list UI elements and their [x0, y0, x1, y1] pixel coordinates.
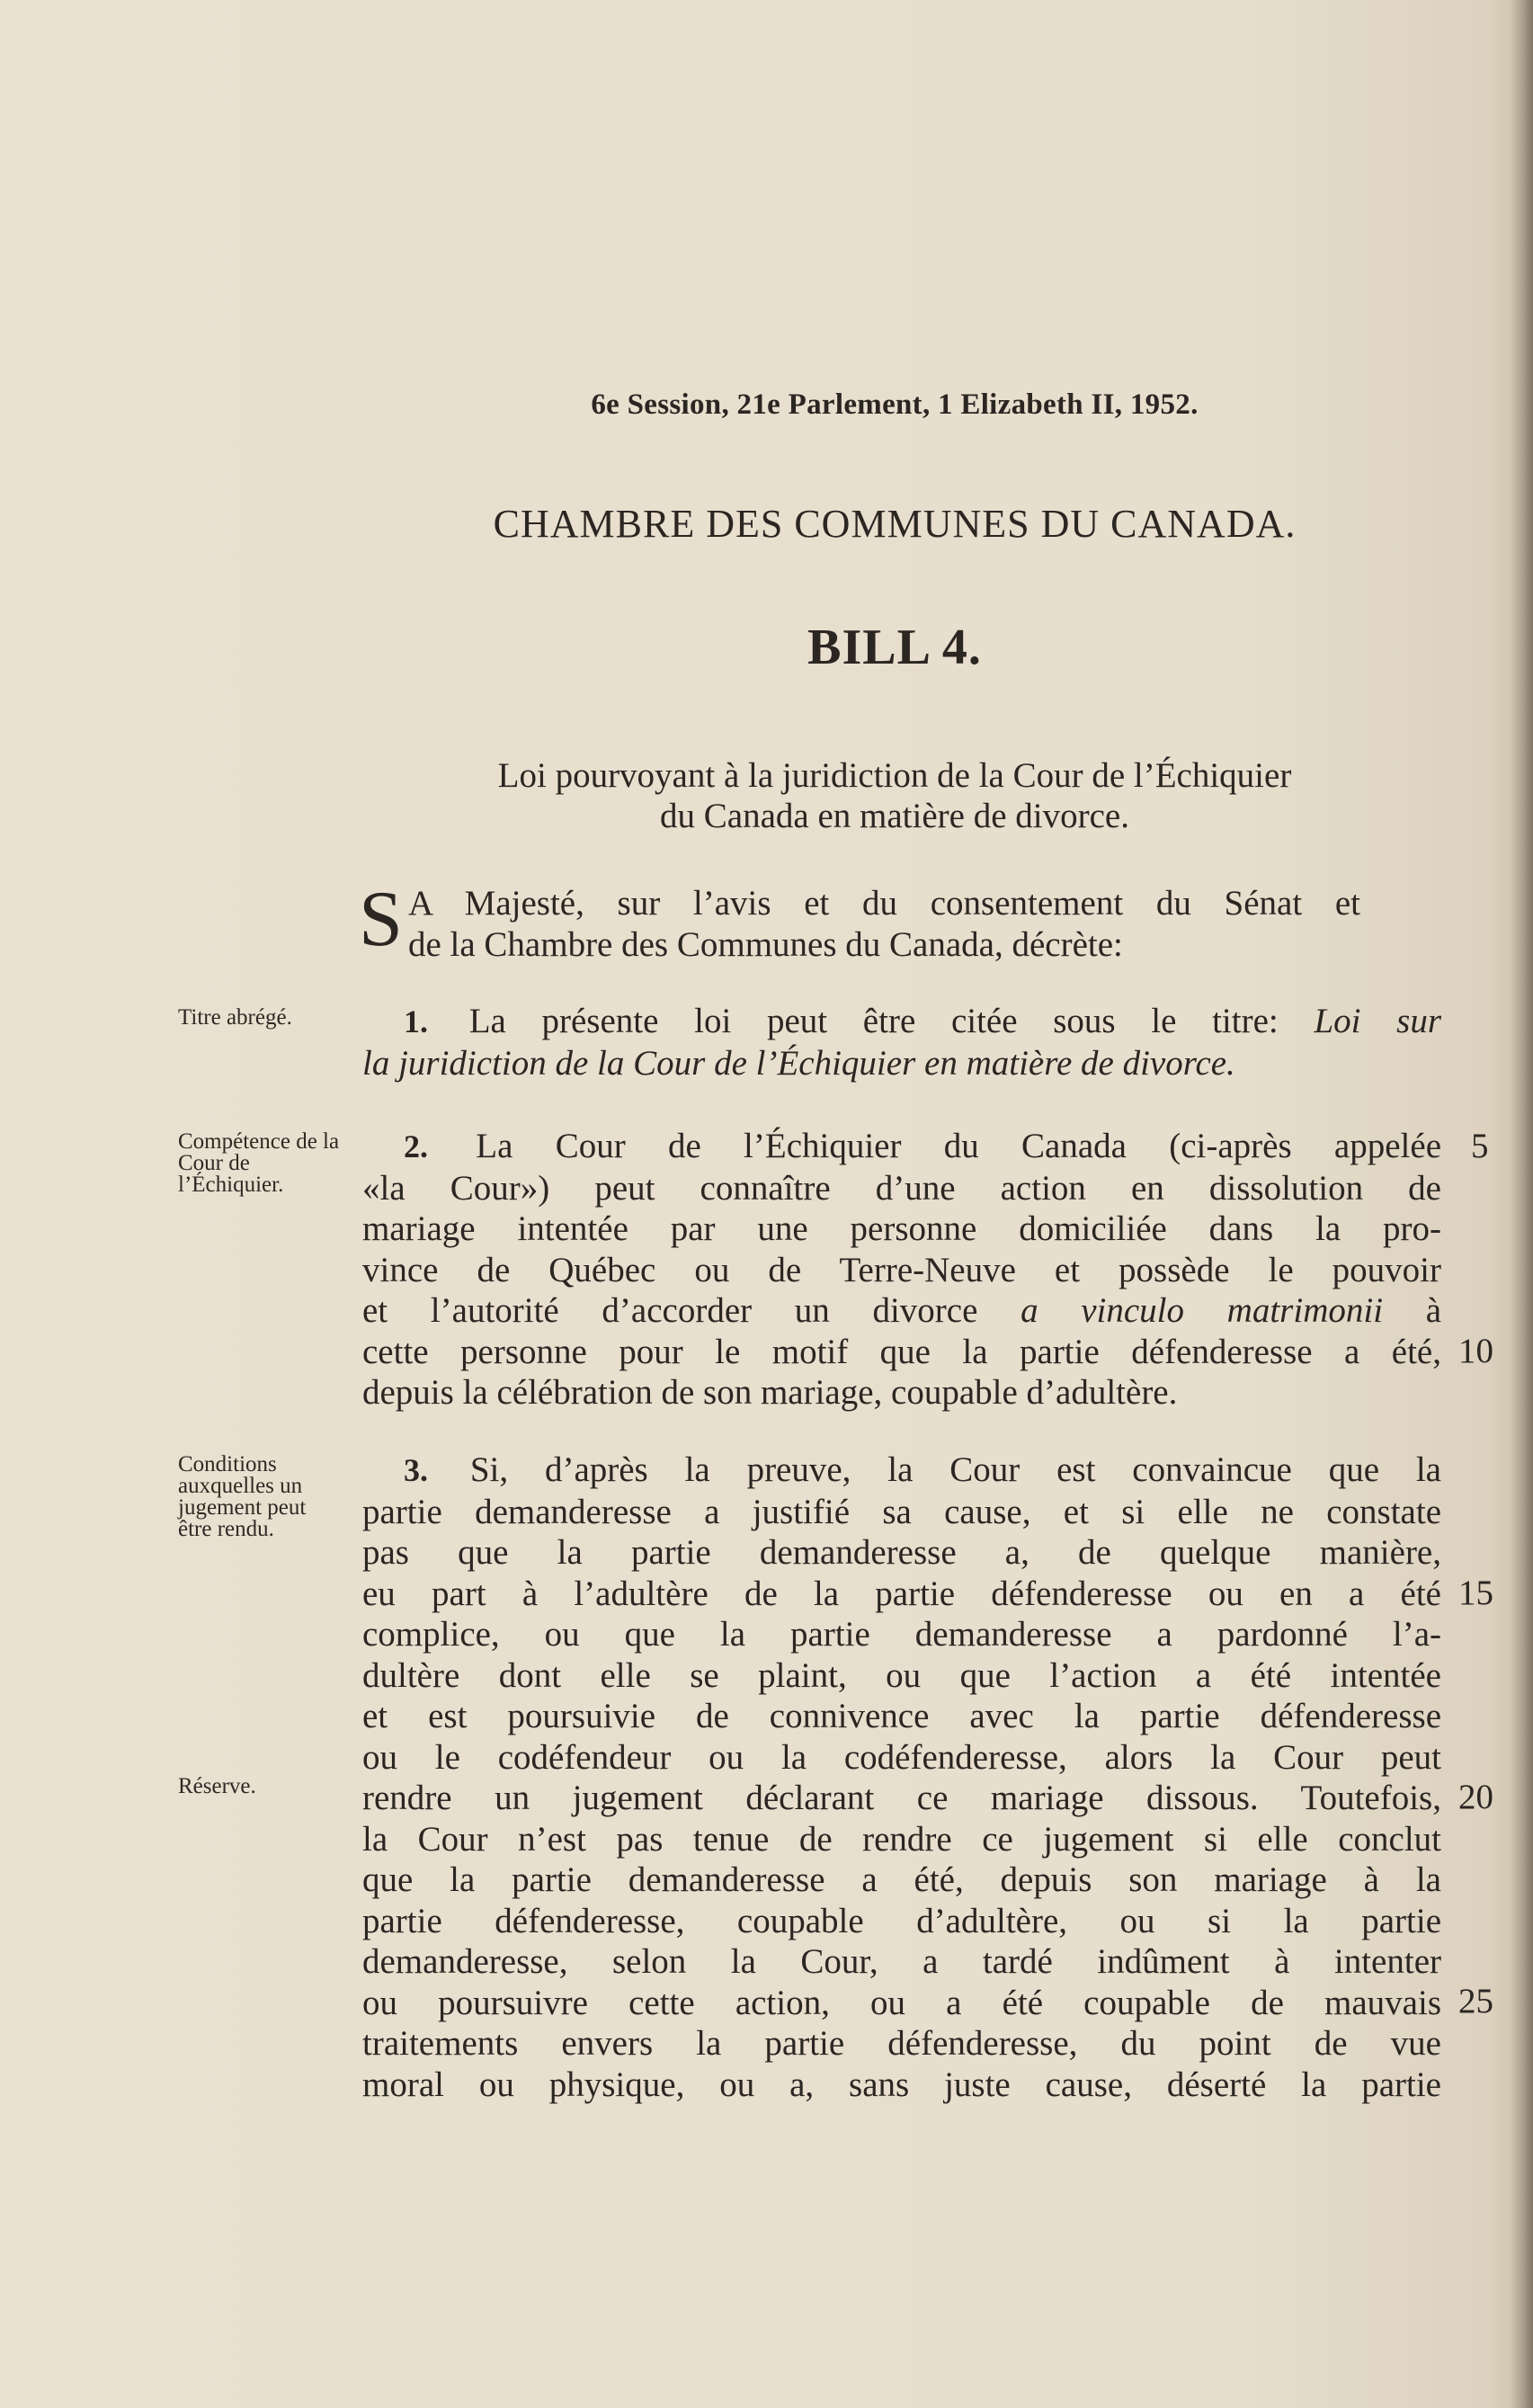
- section-2-latin-phrase: a vinculo matrimonii: [1021, 1291, 1384, 1330]
- enacting-clause: [359, 876, 1441, 965]
- section-2-line-7: depuis la célébration de son mariage, coupable d’adultère.: [362, 1373, 1178, 1412]
- section-2-line-3: mariage intentée par une personne domiciliée dans la pro-: [362, 1209, 1441, 1248]
- section-2-line-5-end: à: [1425, 1291, 1442, 1330]
- section-1-line-2: la juridiction de la Cour de l’Échiquier en matière de divorce.: [362, 1043, 1235, 1083]
- section-3-line: et est poursuivie de connivence avec la partie défenderesse: [362, 1697, 1441, 1735]
- section-3-line: la Cour n’est pas tenue de rendre ce jugement si elle conclut: [362, 1819, 1441, 1859]
- section-3-line: moral ou physique, ou a, sans juste cause, déserté la partie: [362, 2065, 1441, 2104]
- section-2-line-2: «la Cour») peut connaître d’une action en dissolution de: [362, 1168, 1441, 1208]
- section-2-line-4: vince de Québec ou de Terre-Neuve et possède le pouvoir: [362, 1250, 1441, 1289]
- section-1: [362, 1001, 1441, 1084]
- long-title-line-2: du Canada en matière de divorce.: [660, 797, 1129, 835]
- section-2-line-1: [362, 1126, 1441, 1168]
- section-3-line: complice, ou que la partie demanderesse a pardonné l’a-: [362, 1615, 1441, 1654]
- section-3-line: pas que la partie demanderesse a, de quelque manière,: [362, 1533, 1441, 1572]
- margin-note-conditions: Conditions auxquelles un jugement peut être rendu.: [178, 1452, 307, 1541]
- section-2-line-5: [362, 1290, 1441, 1332]
- section-3-line: eu part à l’adultère de la partie défenderesse ou en a été: [362, 1574, 1441, 1613]
- section-3-line: ou poursuivre cette action, ou a été coupable de mauvais: [362, 1983, 1441, 2022]
- session-line: 6e Session, 21e Parlement, 1 Elizabeth II, 1952.: [591, 388, 1199, 421]
- margin-note-competence: Compétence de la Cour de l’Échiquier.: [178, 1129, 340, 1197]
- section-3-line-1: [362, 1449, 1441, 1492]
- section-3: [362, 1449, 1441, 2105]
- line-number-10: 10: [1458, 1332, 1493, 1370]
- chamber-heading: CHAMBRE DES COMMUNES DU CANADA.: [493, 502, 1297, 546]
- section-2-line-1-text: La Cour de l’Échiquier du Canada (ci-après appelée: [476, 1127, 1441, 1165]
- section-3-line-1-text: Si, d’après la preuve, la Cour est convaincue que la: [469, 1450, 1441, 1489]
- section-3-line: demanderesse, selon la Cour, a tardé indûment à intenter: [362, 1942, 1441, 1981]
- bill-title: BILL 4.: [807, 620, 982, 675]
- section-3-line: rendre un jugement déclarant ce mariage dissous. Toutefois,: [362, 1779, 1441, 1817]
- section-3-number: 3.: [404, 1452, 428, 1488]
- section-1-number: 1.: [404, 1003, 428, 1039]
- section-2-number: 2.: [404, 1128, 428, 1164]
- section-3-line: partie demanderesse a justifié sa cause, et si elle ne constate: [362, 1492, 1441, 1531]
- line-number-15: 15: [1458, 1574, 1493, 1612]
- section-2-line-6: cette personne pour le motif que la partie défenderesse a été,: [362, 1332, 1441, 1371]
- section-3-line: dultère dont elle se plaint, ou que l’action a été intentée: [362, 1655, 1441, 1695]
- section-3-line: partie défenderesse, coupable d’adultère, ou si la partie: [362, 1901, 1441, 1940]
- section-1-line-1: [362, 1001, 1441, 1043]
- line-number-25: 25: [1458, 1982, 1493, 2020]
- long-title-line-1: Loi pourvoyant à la juridiction de la Cour de l’Échiquier: [497, 756, 1292, 795]
- drop-cap: S: [359, 876, 403, 963]
- section-1-text: La présente loi peut être citée sous le titre:: [468, 1002, 1279, 1040]
- margin-note-reserve: Réserve.: [178, 1774, 256, 1798]
- section-2: [362, 1126, 1441, 1414]
- page-edge-shadow: [1510, 0, 1533, 2408]
- section-2-line-5-text: et l’autorité d’accorder un divorce: [362, 1291, 978, 1330]
- section-3-line: traitements envers la partie défenderesse, du point de vue: [362, 2024, 1441, 2063]
- line-number-20: 20: [1458, 1778, 1493, 1816]
- long-title: [360, 755, 1430, 836]
- line-number-5: 5: [1471, 1127, 1489, 1165]
- margin-note-short-title: Titre abrégé.: [178, 1005, 292, 1030]
- section-3-line: que la partie demanderesse a été, depuis son mariage à la: [362, 1860, 1441, 1899]
- enacting-line-2: de la Chambre des Communes du Canada, décrète:: [407, 924, 1123, 964]
- section-3-line: ou le codéfendeur ou la codéfenderesse, alors la Cour peut: [362, 1737, 1441, 1777]
- enacting-line-1: A Majesté, sur l’avis et du consentement du Sénat et: [407, 884, 1360, 923]
- section-1-italic-start: Loi sur: [1314, 1002, 1442, 1040]
